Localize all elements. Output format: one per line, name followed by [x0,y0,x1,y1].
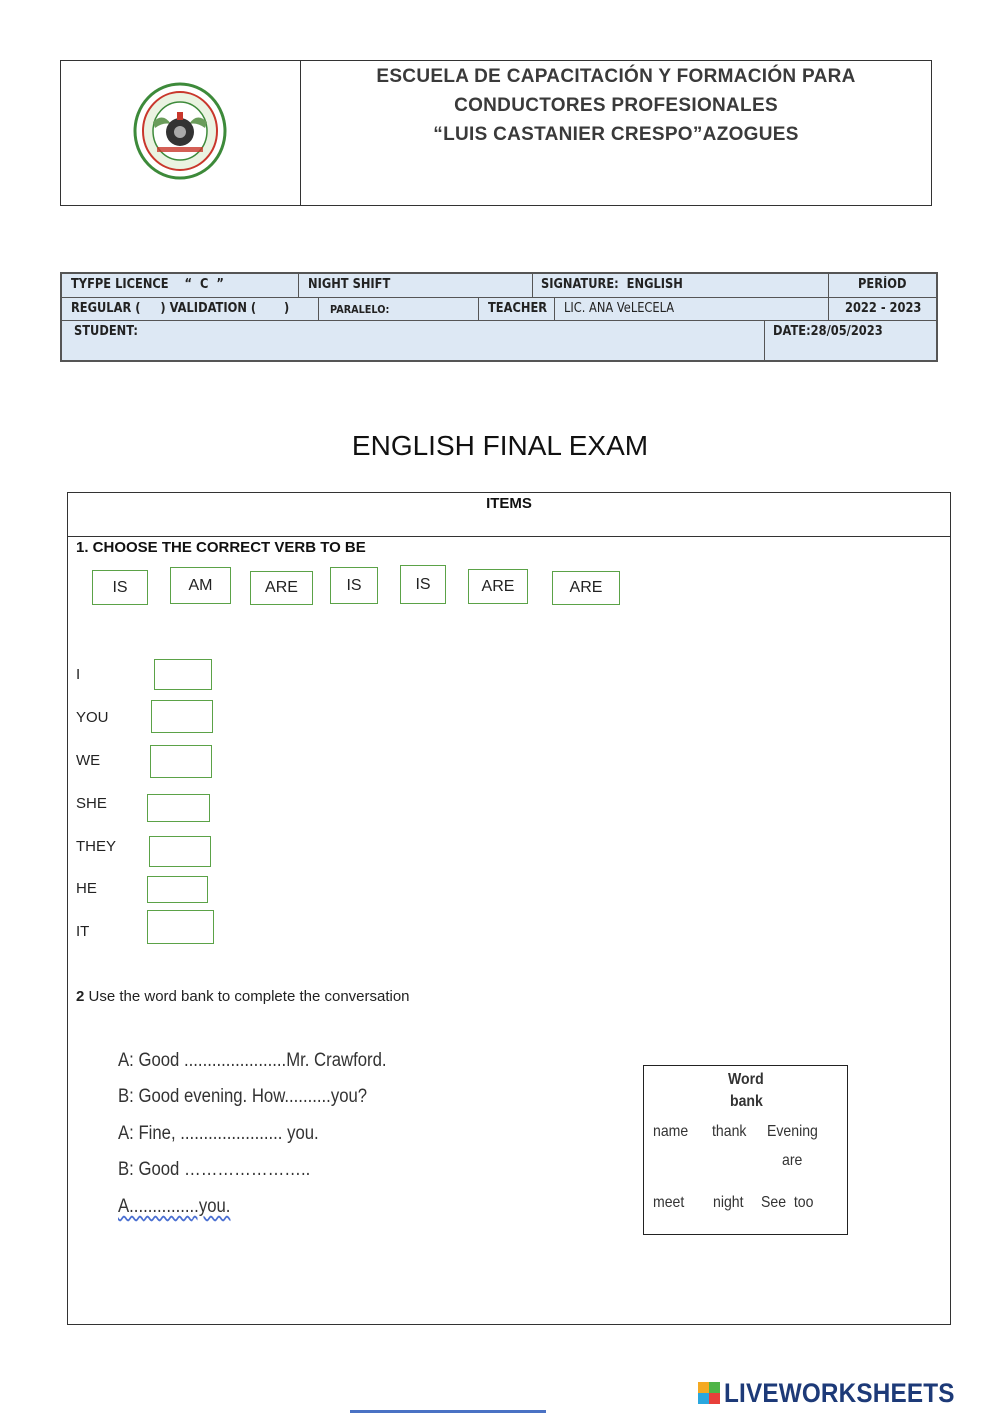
school-name-line-3: “LUIS CASTANIER CRESPO”AZOGUES [433,124,799,145]
student-field[interactable]: STUDENT: [74,324,138,339]
pronoun-you: YOU [76,709,109,726]
paralelo-cell: PARALELO: [330,303,390,316]
answer-drop-zone-we[interactable] [150,745,212,778]
table-rule [478,297,479,320]
verb-option-am[interactable]: AM [170,567,231,604]
verb-option-is[interactable]: IS [92,570,148,605]
word-bank-word: Evening [767,1123,818,1140]
date-cell: DATE:28/05/2023 [773,324,883,339]
pronoun-he: HE [76,880,97,897]
pronoun-it: IT [76,923,90,940]
brand-square [709,1382,720,1393]
q1-title: 1. CHOOSE THE CORRECT VERB TO BE [76,539,366,556]
teacher-label: TEACHER [488,301,548,316]
pronoun-i: I [76,666,81,683]
table-rule [554,297,555,320]
word-bank-word: meet [653,1194,685,1211]
verb-option-are[interactable]: ARE [250,571,313,605]
exam-title: ENGLISH FINAL EXAM [351,430,649,461]
word-bank [643,1065,848,1235]
conversation-line-3: A: Fine, ...................... you. [118,1123,319,1144]
table-rule [318,297,319,320]
answer-drop-zone-they[interactable] [149,836,211,867]
conversation-line-2: B: Good evening. How..........you? [118,1086,368,1107]
shift-cell: NIGHT SHIFT [308,277,391,292]
answer-drop-zone-he[interactable] [147,876,208,903]
table-rule [828,274,829,320]
table-rule [62,297,936,298]
pronoun-we: WE [76,752,101,769]
pronoun-they: THEY [76,838,117,855]
table-rule [532,274,533,297]
answer-drop-zone-it[interactable] [147,910,214,944]
word-bank-word: night [713,1194,744,1211]
brand-square [698,1393,709,1404]
period-value: 2022 - 2023 [845,301,922,316]
brand-square [709,1393,720,1404]
school-name-line-2: CONDUCTORES PROFESIONALES [454,95,778,116]
q2-title [76,988,410,1005]
signature-cell: SIGNATURE: ENGLISH [541,277,683,292]
q2-number: 2 [76,988,85,1005]
brand-square [698,1382,709,1393]
word-bank-word: See too [761,1194,814,1211]
liveworksheets-logo [698,1378,980,1408]
word-bank-word: name [653,1123,689,1140]
union-seal-logo [133,82,227,180]
q2-instruction: Use the word bank to complete the conversation [84,988,410,1005]
word-bank-title-2: bank [730,1093,763,1110]
answer-drop-zone-she[interactable] [147,794,210,822]
conversation-line-5: A...............you. [118,1196,231,1217]
table-rule [298,274,299,297]
table-rule [62,320,936,321]
verb-option-is[interactable]: IS [400,565,446,604]
answer-drop-zone-i[interactable] [154,659,212,690]
word-bank-word: thank [712,1123,747,1140]
info-table [60,272,938,362]
licence-cell: TYFPE LICENCE “ C ” [71,277,224,292]
items-divider [67,536,951,537]
verb-option-are[interactable]: ARE [552,571,620,605]
word-bank-title-1: Word [728,1071,764,1088]
items-header: ITEMS [486,495,532,512]
conversation-line-4: B: Good ………………….. [118,1159,311,1180]
liveworksheets-brand: LIVEWORKSHEETS [724,1377,955,1408]
period-label: PERÍOD [858,277,907,292]
word-bank-word: are [782,1152,803,1169]
conversation-line-1: A: Good ......................Mr. Crawford. [118,1050,387,1071]
regular-validation-cell: REGULAR ( ) VALIDATION ( ) [71,301,290,316]
verb-option-are[interactable]: ARE [468,569,528,604]
teacher-name: LIC. ANA VeLECELA [564,301,675,316]
liveworksheets-icon [698,1382,720,1404]
verb-option-is[interactable]: IS [330,567,378,604]
table-rule [764,320,765,360]
answer-drop-zone-you[interactable] [151,700,213,733]
pronoun-she: SHE [76,795,107,812]
school-name-line-1: ESCUELA DE CAPACITACIÓN Y FORMACIÓN PARA [376,66,856,87]
